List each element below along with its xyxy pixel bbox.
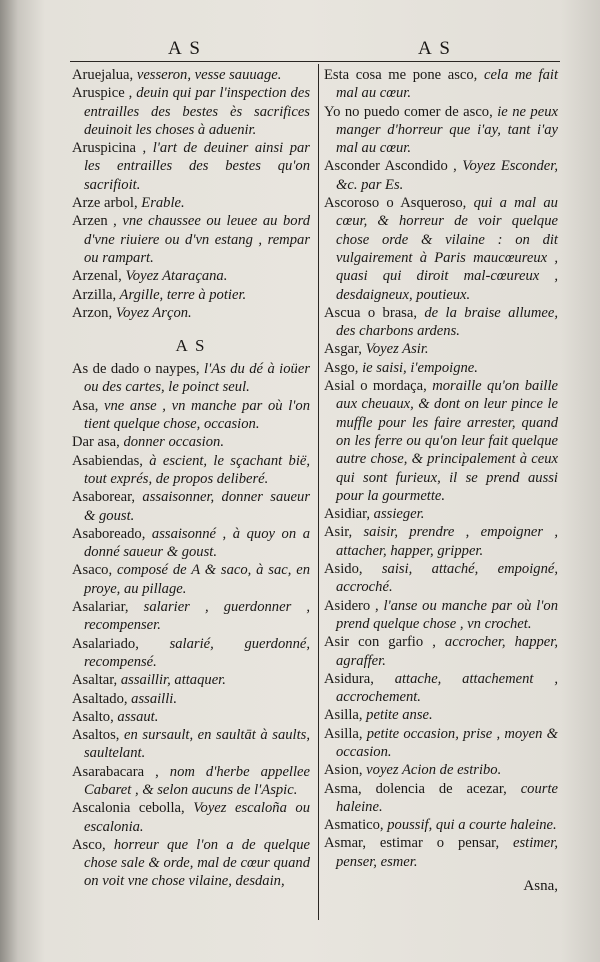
dictionary-entry [72, 726, 310, 763]
dictionary-entry [324, 633, 558, 670]
entry-definition: nom d'herbe appellee Cabaret , & selon aucuns de l'Aspic. [84, 763, 310, 798]
entry-definition: salarier , guerdonner , recompenser. [84, 599, 310, 634]
entry-definition: Voyez Ataraçana. [121, 268, 228, 285]
entry-definition: accrocher, happer, agraffer. [336, 634, 558, 669]
entry-headword: Esta cosa me pone asco, [324, 67, 478, 83]
entry-headword: Asaltado, [72, 690, 128, 707]
entry-headword: Asaboreado, [72, 525, 146, 542]
header-right: A S [418, 38, 452, 59]
entry-headword: Dar asa, [72, 434, 120, 451]
dictionary-entry [324, 66, 558, 103]
dictionary-entry [324, 359, 558, 377]
entry-definition: petite occasion, prise , moyen & occasion. [336, 725, 558, 760]
catchword: Asna, [523, 878, 558, 894]
entry-headword: Asco, [72, 836, 106, 853]
entry-definition: qui a mal au cœur, & horreur de voir quelque chose orde & vilaine : on dit vulgairement à Paris maucœureux , quasi qui diroit mal-cœureux , desdaigneux, poutieux. [336, 195, 558, 303]
entry-definition: ie saisi, i'empoigne. [358, 359, 478, 376]
dictionary-entry [324, 670, 558, 707]
entry-definition: vesseron, vesse sauuage. [133, 67, 282, 83]
dictionary-entry [324, 340, 558, 358]
dictionary-entry [72, 397, 310, 434]
dictionary-entry [324, 706, 558, 724]
dictionary-entry [72, 360, 310, 397]
entry-definition: saisir, prendre , empoigner , attacher, happer, gripper. [336, 524, 558, 559]
header-rule [70, 61, 560, 62]
entry-headword: Arze arbol, [72, 195, 138, 212]
entry-headword: Asarabacara , [72, 763, 159, 780]
entry-headword: Asidero , [324, 597, 379, 614]
dictionary-entry [324, 834, 558, 871]
entry-definition: donner occasion. [119, 434, 224, 451]
entry-definition: petite anse. [362, 707, 433, 724]
entry-headword: As de dado o naypes, [72, 361, 200, 378]
dictionary-entry [72, 799, 310, 836]
entry-headword: Asgar, [324, 341, 362, 358]
entry-definition: assaillir, attaquer. [117, 672, 226, 689]
entry-definition: ie ne peux manger d'horreur que i'ay, tant i'ay mal au cœur. [336, 103, 558, 157]
dictionary-entry [72, 286, 310, 304]
dictionary-entry [72, 212, 310, 267]
entry-definition: deuin qui par l'inspection des entrailles des bestes ès sacrifices deuinoit les choses à aduenir. [84, 85, 310, 138]
entry-headword: Asidiar, [324, 506, 371, 523]
dictionary-entry [72, 690, 310, 708]
entry-headword: Asalariar, [72, 599, 129, 616]
entry-definition: salarié, guerdonné, recompensé. [84, 635, 310, 670]
entry-definition: Argille, terre à potier. [116, 286, 247, 303]
entry-headword: Asir con garfio , [324, 634, 436, 651]
dictionary-entry [72, 433, 310, 451]
entry-headword: Aruspice , [72, 85, 133, 102]
dictionary-entry [324, 560, 558, 597]
dictionary-entry [72, 139, 310, 194]
entry-headword: Asaborear, [72, 489, 136, 506]
dictionary-entry [72, 194, 310, 212]
entry-headword: Asilla, [324, 725, 363, 742]
dictionary-entry [72, 598, 310, 635]
entry-definition: voyez Acion de estribo. [362, 762, 502, 779]
entry-headword: Asa, [72, 397, 99, 414]
entry-definition: Voyez Esconder, &c. par Es. [336, 158, 558, 193]
entry-headword: Asmar, estimar o pensar, [324, 835, 500, 852]
entry-headword: Asido, [324, 561, 363, 578]
dictionary-entry [324, 597, 558, 634]
entry-definition: saisi, attaché, empoigné, accroché. [336, 561, 558, 596]
entry-headword: Arzenal, [72, 268, 122, 285]
entry-definition: courte haleine. [336, 780, 558, 815]
entry-definition: assailli. [127, 690, 177, 707]
dictionary-entry [72, 561, 310, 598]
entry-headword: Arzilla, [72, 286, 117, 303]
entry-definition: l'art de deuiner ainsi par les entrailles des bestes qu'on sacrifioit. [84, 140, 310, 193]
dictionary-entry [324, 725, 558, 762]
entry-definition: attache, attachement , accrochement. [336, 670, 558, 706]
entry-definition: poussif, qui a courte haleine. [383, 817, 557, 834]
entry-headword: Asial o mordaça, [324, 378, 427, 395]
entry-headword: Arzon, [72, 304, 113, 321]
dictionary-entry [72, 84, 310, 139]
entry-definition: composé de A & saco, à sac, en proye, au pillage. [84, 562, 310, 597]
entry-headword: Asma, dolencia de acezar, [324, 780, 507, 797]
entry-headword: Aruejalua, [72, 67, 134, 83]
entry-headword: Asalto, [72, 708, 114, 725]
entry-headword: Arzen , [72, 213, 117, 230]
entry-headword: Asgo, [324, 359, 359, 376]
entry-definition: assaisonné , à quoy on a donné saueur & goust. [84, 525, 310, 561]
entry-headword: Asaltos, [72, 727, 120, 744]
entry-headword: Asir, [324, 524, 353, 541]
dictionary-entry [72, 708, 310, 726]
dictionary-entry [72, 267, 310, 285]
dictionary-entry [72, 671, 310, 689]
entry-headword: Ascoroso o Asqueroso, [324, 195, 467, 212]
entry-headword: Ascalonia cebolla, [72, 800, 185, 817]
dictionary-entry [324, 103, 558, 158]
dictionary-entry [72, 488, 310, 525]
column-divider [318, 64, 319, 920]
dictionary-entry [72, 304, 310, 322]
entry-definition: moraille qu'on baille aux cheuaux, & dont on leur pince le muffle pour les faire arrester, quand on les ferre ou qu'on leur fait quelque autre chose, & principalement à ceux qui sont furieux, il se prend aussi pour la gourmette. [336, 378, 558, 504]
dictionary-entry [324, 523, 558, 560]
entry-definition: cela me fait mal au cœur. [336, 67, 558, 102]
dictionary-entry [72, 66, 310, 84]
dictionary-entry [324, 780, 558, 817]
entry-definition: en sursault, en saultāt à saults, saultelant. [84, 727, 310, 762]
entry-definition: Voyez Asir. [361, 341, 429, 358]
entry-definition: Voyez Arçon. [112, 304, 192, 321]
entry-definition: horreur que l'on a de quelque chose sale & orde, mal de cœur quand on voit vne chose vilaine, desdain, [84, 836, 310, 890]
entry-headword: Asaco, [72, 562, 113, 579]
entry-definition: assaisonner, donner saueur & goust. [84, 489, 310, 524]
entry-definition: Erable. [137, 195, 185, 212]
entry-definition: assieger. [370, 506, 425, 523]
entry-definition: l'anse ou manche par où l'on prend quelque chose , vn crochet. [336, 597, 558, 632]
dictionary-entry [324, 505, 558, 523]
entry-headword: Asabiendas, [72, 452, 143, 469]
entry-headword: Aruspicina , [72, 140, 147, 157]
dictionary-entry [324, 194, 558, 304]
entry-headword: Yo no puedo comer de asco, [324, 103, 493, 120]
dictionary-entry [324, 816, 558, 834]
dictionary-entry [72, 525, 310, 562]
dictionary-entry [72, 763, 310, 800]
section-heading: A S [175, 336, 207, 356]
dictionary-entry [324, 377, 558, 505]
entry-definition: l'As du dé à ioüer ou des cartes, le poinct seul. [84, 361, 310, 396]
entry-headword: Asalariado, [72, 635, 139, 652]
entry-definition: Voyez escaloña ou escalonia. [84, 800, 310, 835]
dictionary-entry [324, 304, 558, 341]
entry-headword: Asidura, [324, 670, 374, 687]
entry-definition: de la braise allumee, des charbons ardens. [336, 304, 558, 340]
header-left: A S [168, 38, 202, 59]
entry-definition: vne chaussee ou leuee au bord d'vne riuiere ou d'vn estang , rempar ou rampart. [84, 213, 310, 266]
left-column [72, 66, 310, 891]
entry-headword: Asilla, [324, 707, 363, 724]
entry-headword: Ascua o brasa, [324, 304, 417, 321]
dictionary-entry [72, 452, 310, 489]
entry-headword: Asconder Ascondido , [324, 158, 457, 175]
dictionary-entry [72, 836, 310, 891]
running-header [0, 38, 600, 60]
entry-definition: assaut. [113, 708, 159, 725]
entry-definition: à escient, le sçachant bië, tout exprés, de propos deliberé. [84, 452, 310, 487]
entry-definition: vne anse , vn manche par où l'on tient quelque chose, occasion. [84, 397, 310, 433]
right-column [324, 66, 558, 871]
entry-headword: Asmatico, [324, 817, 384, 834]
entry-definition: estimer, penser, esmer. [336, 835, 558, 870]
dictionary-entry [72, 635, 310, 672]
dictionary-entry [324, 157, 558, 194]
dictionary-entry [324, 761, 558, 779]
entry-headword: Asaltar, [72, 672, 118, 689]
entry-headword: Asion, [324, 762, 363, 779]
